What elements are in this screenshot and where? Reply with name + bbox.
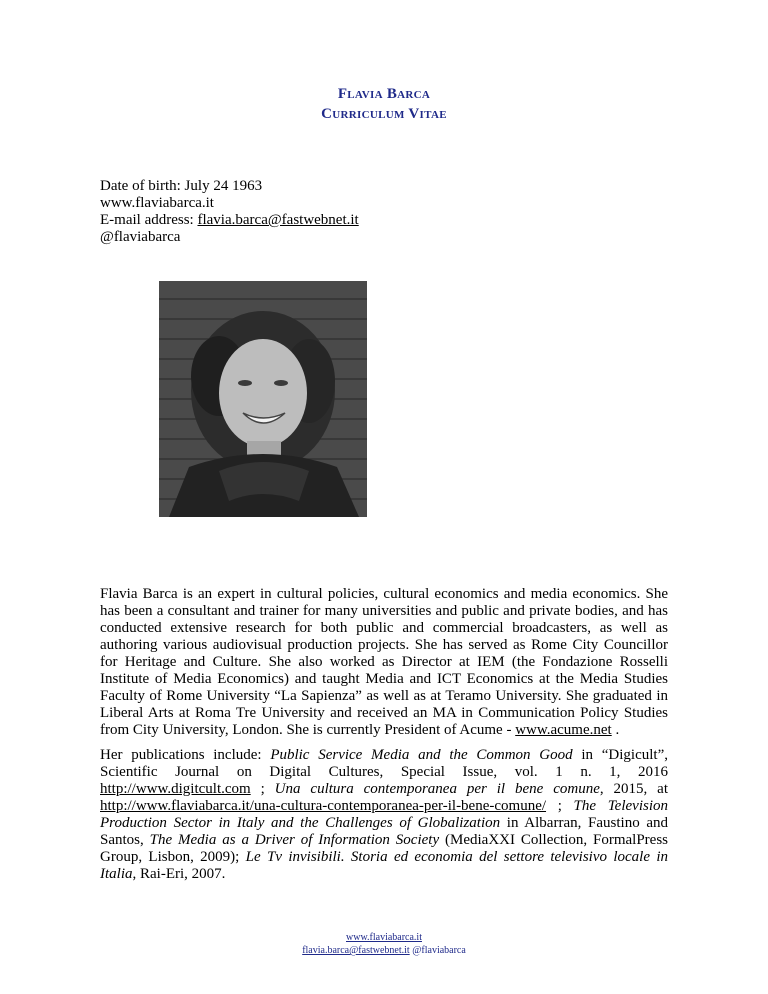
pub-title-4: The Media as a Driver of Information Society: [149, 832, 440, 848]
pub-sep-1: ;: [250, 781, 275, 797]
email-line: [100, 212, 359, 229]
footer-twitter: @flaviabarca: [409, 945, 466, 956]
pub-text-2: , 2015, at: [599, 781, 668, 797]
document-title: [0, 84, 768, 124]
pub-title-5: Le Tv invisibili. Storia ed economia del settore televisivo locale in Italia: [100, 849, 668, 882]
bio-end: .: [611, 722, 620, 738]
footer-email-link[interactable]: flavia.barca@fastwebnet.it: [302, 945, 410, 956]
digitcult-link[interactable]: http://www.digitcult.com: [100, 781, 251, 797]
pub-text-3: in Albarran, Faustino and Santos,: [100, 815, 669, 848]
email-link[interactable]: flavia.barca@fastwebnet.it: [197, 212, 359, 228]
portrait-illustration: [159, 281, 367, 517]
bio-paragraph: [100, 586, 668, 739]
document-subtitle: Curriculum Vitae: [321, 106, 447, 122]
pub-intro: Her publications include:: [100, 747, 271, 763]
acume-link[interactable]: www.acume.net: [515, 722, 612, 738]
pub-sep-2: ;: [546, 798, 574, 814]
birth-date: Date of birth: July 24 1963: [100, 178, 263, 194]
page-footer: [0, 931, 768, 957]
pub-text-1: in “Digicult”, Scientific Journal on Digital Cultures, Special Issue, vol. 1 n. 1, 2016: [100, 747, 668, 780]
pub-title-1: Public Service Media and the Common Good: [270, 747, 573, 763]
pub-text-4: (MediaXXI Collection, FormalPress Group, Lisbon, 2009);: [100, 832, 668, 865]
website-text: www.flaviabarca.it: [100, 195, 214, 211]
bio-section: [100, 586, 668, 891]
twitter-handle: @flaviabarca: [100, 229, 181, 245]
publications-paragraph: [100, 747, 668, 883]
pub-title-3: The Television Production Sector in Italy and the Challenges of Globalization: [100, 798, 668, 831]
contact-block: [100, 178, 359, 246]
email-label: E-mail address:: [100, 212, 198, 228]
portrait-photo: [159, 281, 367, 517]
pub-title-2: Una cultura contemporanea per il bene comune: [274, 781, 600, 797]
bio-text: Flavia Barca is an expert in cultural policies, cultural economics and media economics. She has been a consultant and trainer for many universities and public and private bodies, and has conducted extensive research for both public and commercial broadcasters, as well as authoring various audiovisual production projects. She has served as Rome City Councillor for Heritage and Culture. She also worked as Director at IEM (the Fondazione Rosselli Institute of Media Economics) and taught Media and ICT Economics at the Media Studies Faculty of Rome University “La Sapienza” as well as at Teramo University. She graduated in Liberal Arts at Roma Tre University and received an MA in Communication Policy Studies from City University, London. She is currently President of Acume -: [100, 586, 668, 738]
footer-website-link[interactable]: www.flaviabarca.it: [346, 932, 422, 943]
flaviabarca-article-link[interactable]: http://www.flaviabarca.it/una-cultura-contemporanea-per-il-bene-comune/: [100, 798, 547, 814]
person-name: Flavia Barca: [337, 86, 431, 102]
pub-text-5: , Rai-Eri, 2007.: [132, 866, 226, 882]
